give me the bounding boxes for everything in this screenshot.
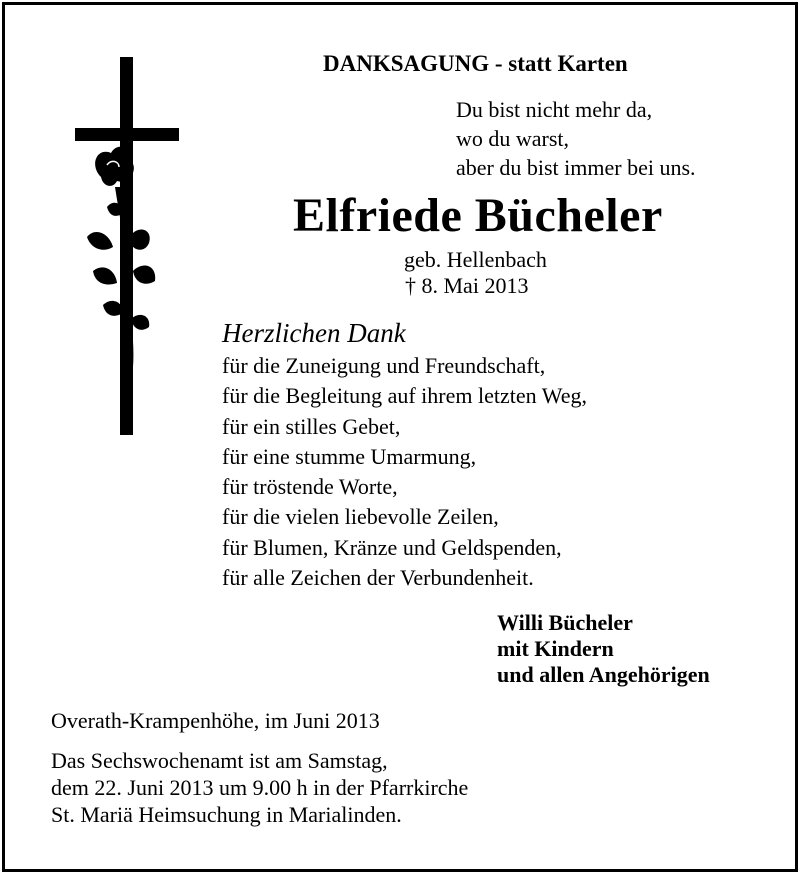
signature-line: Willi Bücheler <box>497 610 633 635</box>
thanks-line: für tröstende Worte, <box>222 474 398 500</box>
thanks-line: für alle Zeichen der Verbundenheit. <box>222 565 534 591</box>
service-line: St. Mariä Heimsuchung in Marialinden. <box>51 802 402 827</box>
thanks-line: für eine stumme Umarmung, <box>222 443 477 469</box>
deceased-name: Elfriede Bücheler <box>293 189 663 242</box>
service-line: Das Sechswochenamt ist am Samstag, <box>51 748 388 773</box>
signature-line: mit Kindern <box>497 636 614 661</box>
thanks-line: für die Begleitung auf ihrem letzten Weg, <box>222 383 587 409</box>
service-notice <box>51 747 468 828</box>
quote <box>456 95 696 182</box>
quote-line: wo du warst, <box>456 126 570 151</box>
thanks-line: für ein stilles Gebet, <box>222 413 401 439</box>
obituary-card <box>2 2 798 872</box>
thanks-title: Herzlichen Dank <box>222 318 406 348</box>
death-date: † 8. Mai 2013 <box>405 273 529 298</box>
signature <box>497 610 710 688</box>
thanks-line: für die vielen liebevolle Zeilen, <box>222 504 499 530</box>
quote-line: aber du bist immer bei uns. <box>456 155 696 180</box>
heading: DANKSAGUNG - statt Karten <box>323 51 628 76</box>
quote-line: Du bist nicht mehr da, <box>456 97 653 122</box>
thanks-line: für Blumen, Kränze und Geldspenden, <box>222 534 562 560</box>
service-line: dem 22. Juni 2013 um 9.00 h in der Pfarrkirche <box>51 775 469 800</box>
cross-with-rose-icon <box>73 57 181 435</box>
place-date: Overath-Krampenhöhe, im Juni 2013 <box>51 708 380 733</box>
maiden-name: geb. Hellenbach <box>404 247 547 272</box>
signature-line: und allen Angehörigen <box>497 662 710 687</box>
thanks-line: für die Zuneigung und Freundschaft, <box>222 353 546 378</box>
thanks-list <box>222 351 587 593</box>
